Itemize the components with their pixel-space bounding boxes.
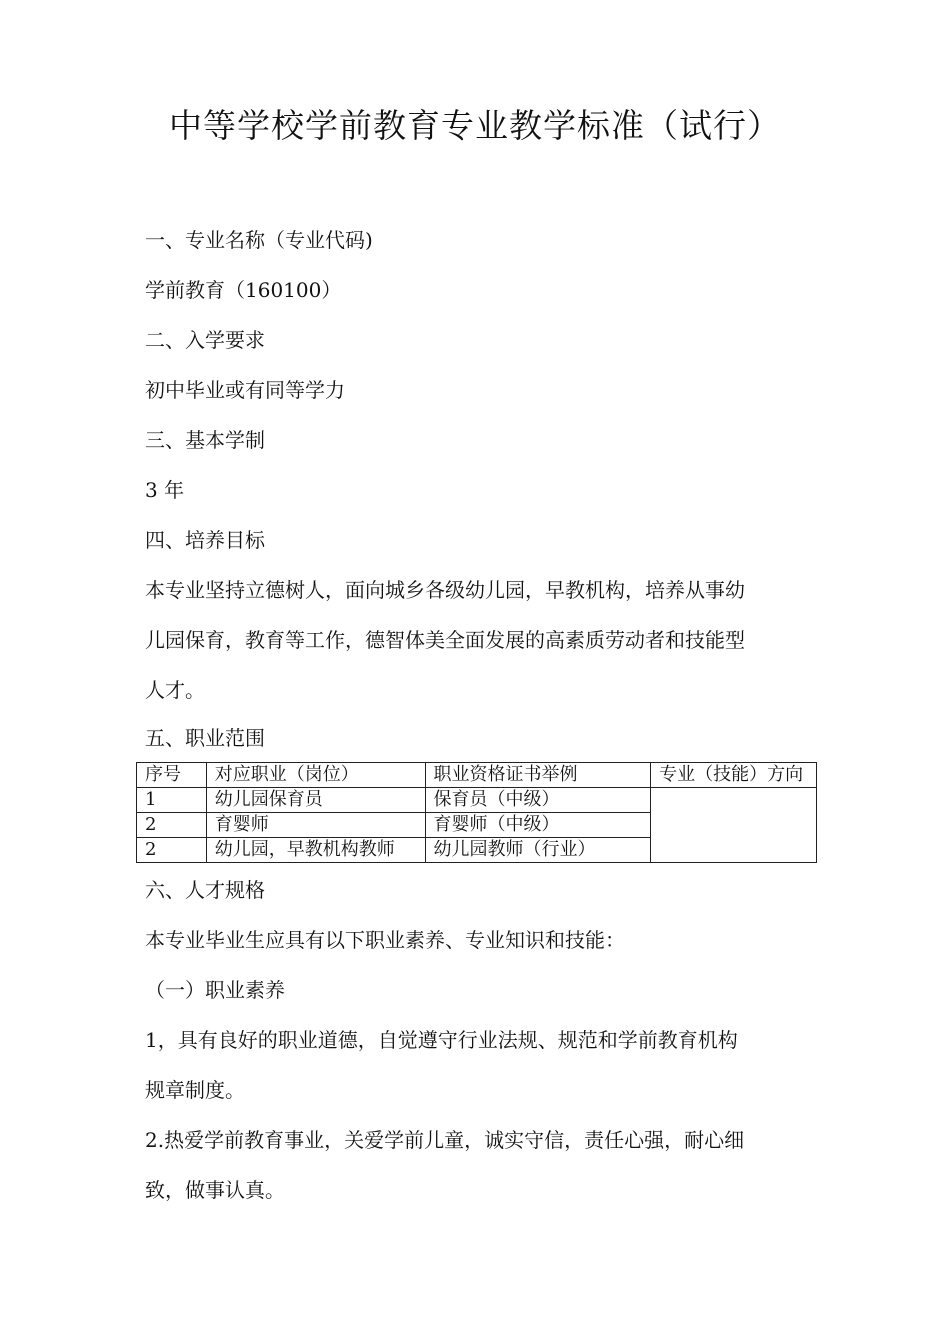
section-4-body-line-1: 本专业坚持立德树人，面向城乡各级幼儿园，早教机构，培养从事幼 [145, 578, 745, 602]
table-header-cell: 专业（技能）方向 [651, 763, 817, 788]
table-cell: 幼儿园教师（行业） [425, 838, 651, 863]
table-header-cell: 序号 [137, 763, 207, 788]
item-2-line-2: 致，做事认真。 [145, 1178, 285, 1202]
table-cell: 育婴师 [206, 813, 425, 838]
item-1-line-2: 规章制度。 [145, 1078, 245, 1102]
table-header-row [137, 763, 817, 788]
occupation-table [136, 762, 817, 863]
section-5-heading: 五、职业范围 [145, 726, 265, 750]
item-2-line-1: 2.热爱学前教育事业，关爱学前儿童，诚实守信，责任心强，耐心细 [145, 1128, 745, 1152]
table-header-cell: 对应职业（岗位） [206, 763, 425, 788]
table-cell: 保育员（中级） [425, 788, 651, 813]
section-3-body: 3 年 [145, 478, 185, 502]
table-cell: 幼儿园，早教机构教师 [206, 838, 425, 863]
table-cell: 1 [137, 788, 207, 813]
table-header-cell: 职业资格证书举例 [425, 763, 651, 788]
section-6-subheading: （一）职业素养 [145, 978, 285, 1002]
section-1-body: 学前教育（160100） [145, 278, 342, 302]
table-cell: 幼儿园保育员 [206, 788, 425, 813]
section-2-heading: 二、入学要求 [145, 328, 265, 352]
direction-cell [651, 788, 817, 863]
document-title: 中等学校学前教育专业教学标准（试行） [169, 106, 781, 145]
section-2-body: 初中毕业或有同等学力 [145, 378, 345, 402]
table-cell: 2 [137, 813, 207, 838]
table-cell: 育婴师（中级） [425, 813, 651, 838]
section-6-intro: 本专业毕业生应具有以下职业素养、专业知识和技能： [145, 928, 625, 952]
section-1-heading: 一、专业名称（专业代码) [145, 228, 373, 252]
table-row [137, 788, 817, 813]
section-3-heading: 三、基本学制 [145, 428, 265, 452]
table-cell: 2 [137, 838, 207, 863]
section-4-body-line-3: 人才。 [145, 678, 205, 702]
section-6-heading: 六、人才规格 [145, 878, 265, 902]
section-4-heading: 四、培养目标 [145, 528, 265, 552]
section-4-body-line-2: 儿园保育，教育等工作，德智体美全面发展的高素质劳动者和技能型 [145, 628, 745, 652]
item-1-line-1: 1，具有良好的职业道德，自觉遵守行业法规、规范和学前教育机构 [145, 1028, 738, 1052]
